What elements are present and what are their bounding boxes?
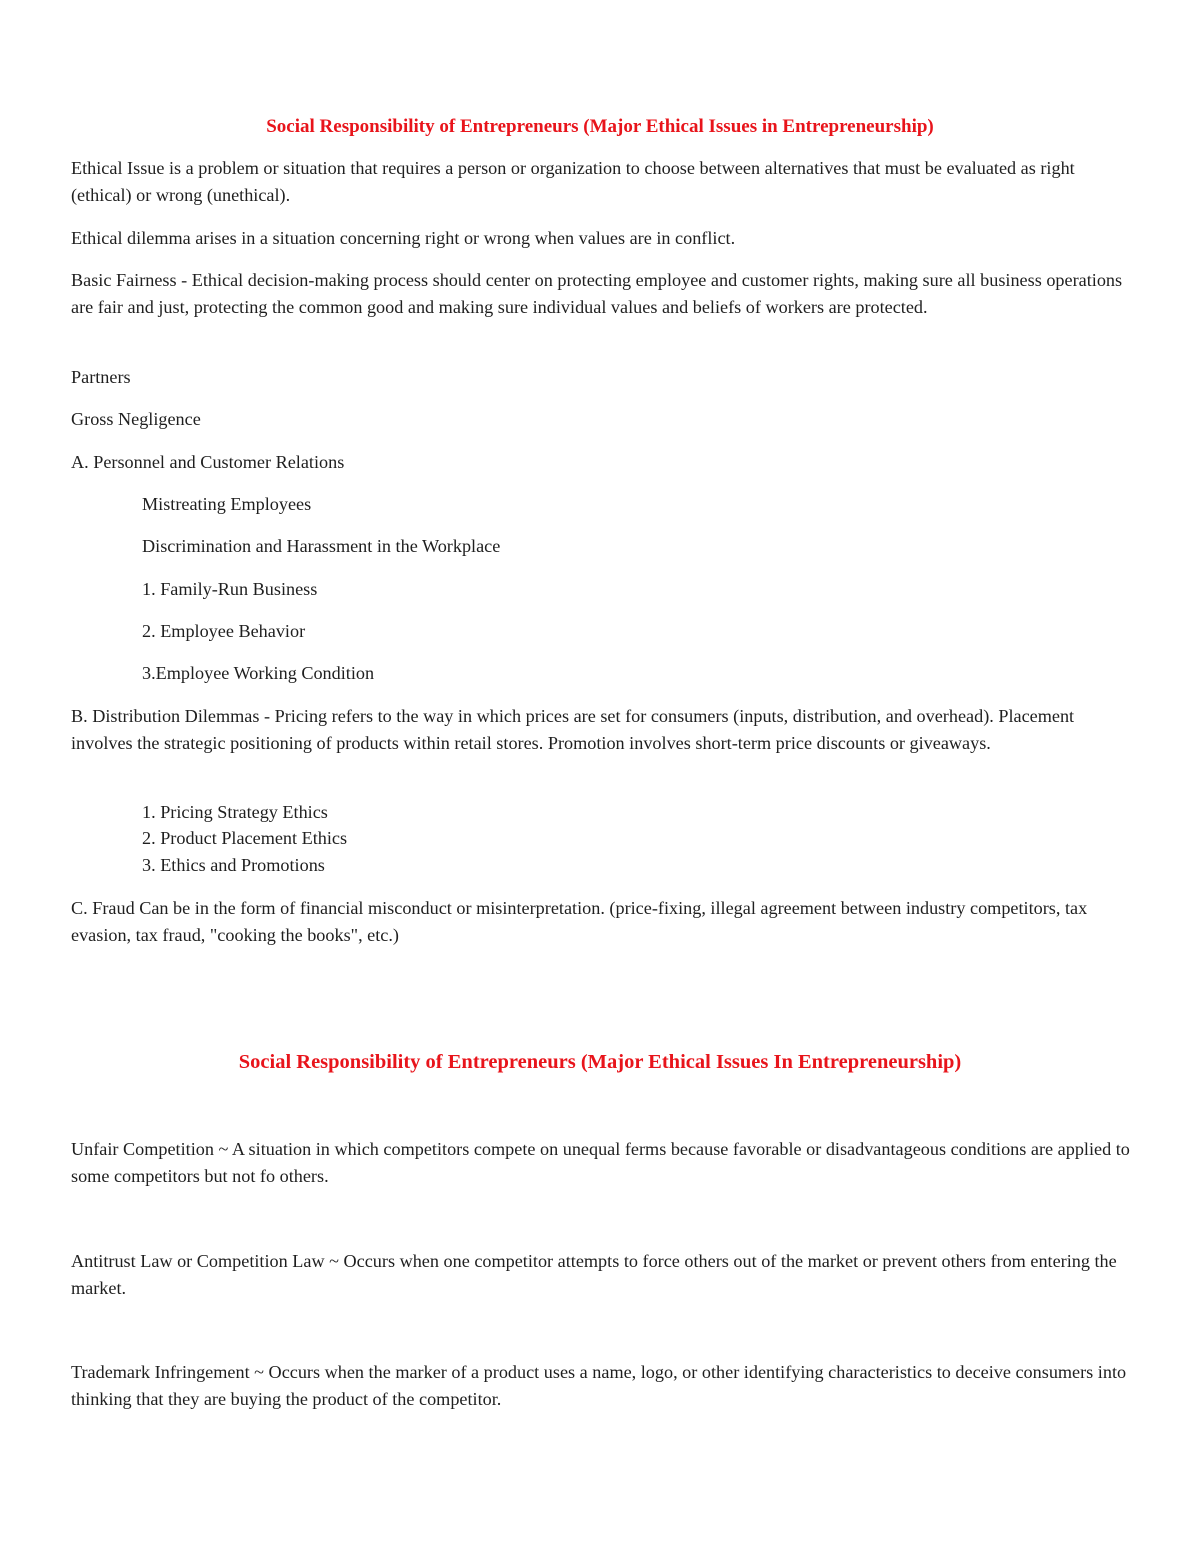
section-a-item: 1. Family-Run Business — [142, 579, 318, 599]
basic-fairness-paragraph: Basic Fairness - Ethical decision-making process should center on protecting employee and customer rights, making sure all business operations are fair and just, protecting the common good and making sure individual values and beliefs of workers are protected. — [71, 270, 1123, 317]
section-a-heading: A. Personnel and Customer Relations — [71, 452, 345, 472]
trademark-infringement-paragraph: Trademark Infringement ~ Occurs when the marker of a product uses a name, logo, or other identifying characteristics to deceive consumers into thinking that they are buying the product of the competitor. — [71, 1362, 1127, 1409]
gross-negligence-line: Gross Negligence — [71, 409, 201, 429]
section-b-item: 3. Ethics and Promotions — [142, 855, 325, 875]
ethical-issue-paragraph: Ethical Issue is a problem or situation that requires a person or organization to choose between alternatives that must be evaluated as right (ethical) or wrong (unethical). — [71, 158, 1075, 205]
unfair-competition-paragraph: Unfair Competition ~ A situation in which competitors compete on unequal ferms because favorable or disadvantageous conditions are applied to some competitors but not fo others. — [71, 1139, 1130, 1186]
document-title: Social Responsibility of Entrepreneurs (Major Ethical Issues in Entrepreneurship) — [266, 116, 934, 137]
section-c-paragraph: C. Fraud Can be in the form of financial misconduct or misinterpretation. (price-fixing, illegal agreement between industry competitors, tax evasion, tax fraud, "cooking the books", etc.) — [71, 898, 1088, 945]
section-b-item: 1. Pricing Strategy Ethics — [142, 802, 328, 822]
partners-line: Partners — [71, 367, 131, 387]
section-a-item: Discrimination and Harassment in the Workplace — [142, 536, 501, 556]
section-a-item: Mistreating Employees — [142, 494, 312, 514]
section-b-item: 2. Product Placement Ethics — [142, 828, 348, 848]
section-a-item: 2. Employee Behavior — [142, 621, 306, 641]
section-b-paragraph: B. Distribution Dilemmas - Pricing refers to the way in which prices are set for consumers (inputs, distribution, and overhead). Placement involves the strategic positioning of products within retail stores. Promotion involves short-term price discounts or giveaways. — [71, 706, 1075, 753]
section-a-item: 3.Employee Working Condition — [142, 663, 375, 683]
antitrust-law-paragraph: Antitrust Law or Competition Law ~ Occurs when one competitor attempts to force others out of the market or prevent others from entering the market. — [71, 1251, 1117, 1298]
document-subtitle: Social Responsibility of Entrepreneurs (Major Ethical Issues In Entrepreneurship) — [238, 1051, 962, 1073]
ethical-dilemma-paragraph: Ethical dilemma arises in a situation concerning right or wrong when values are in conflict. — [71, 228, 736, 248]
